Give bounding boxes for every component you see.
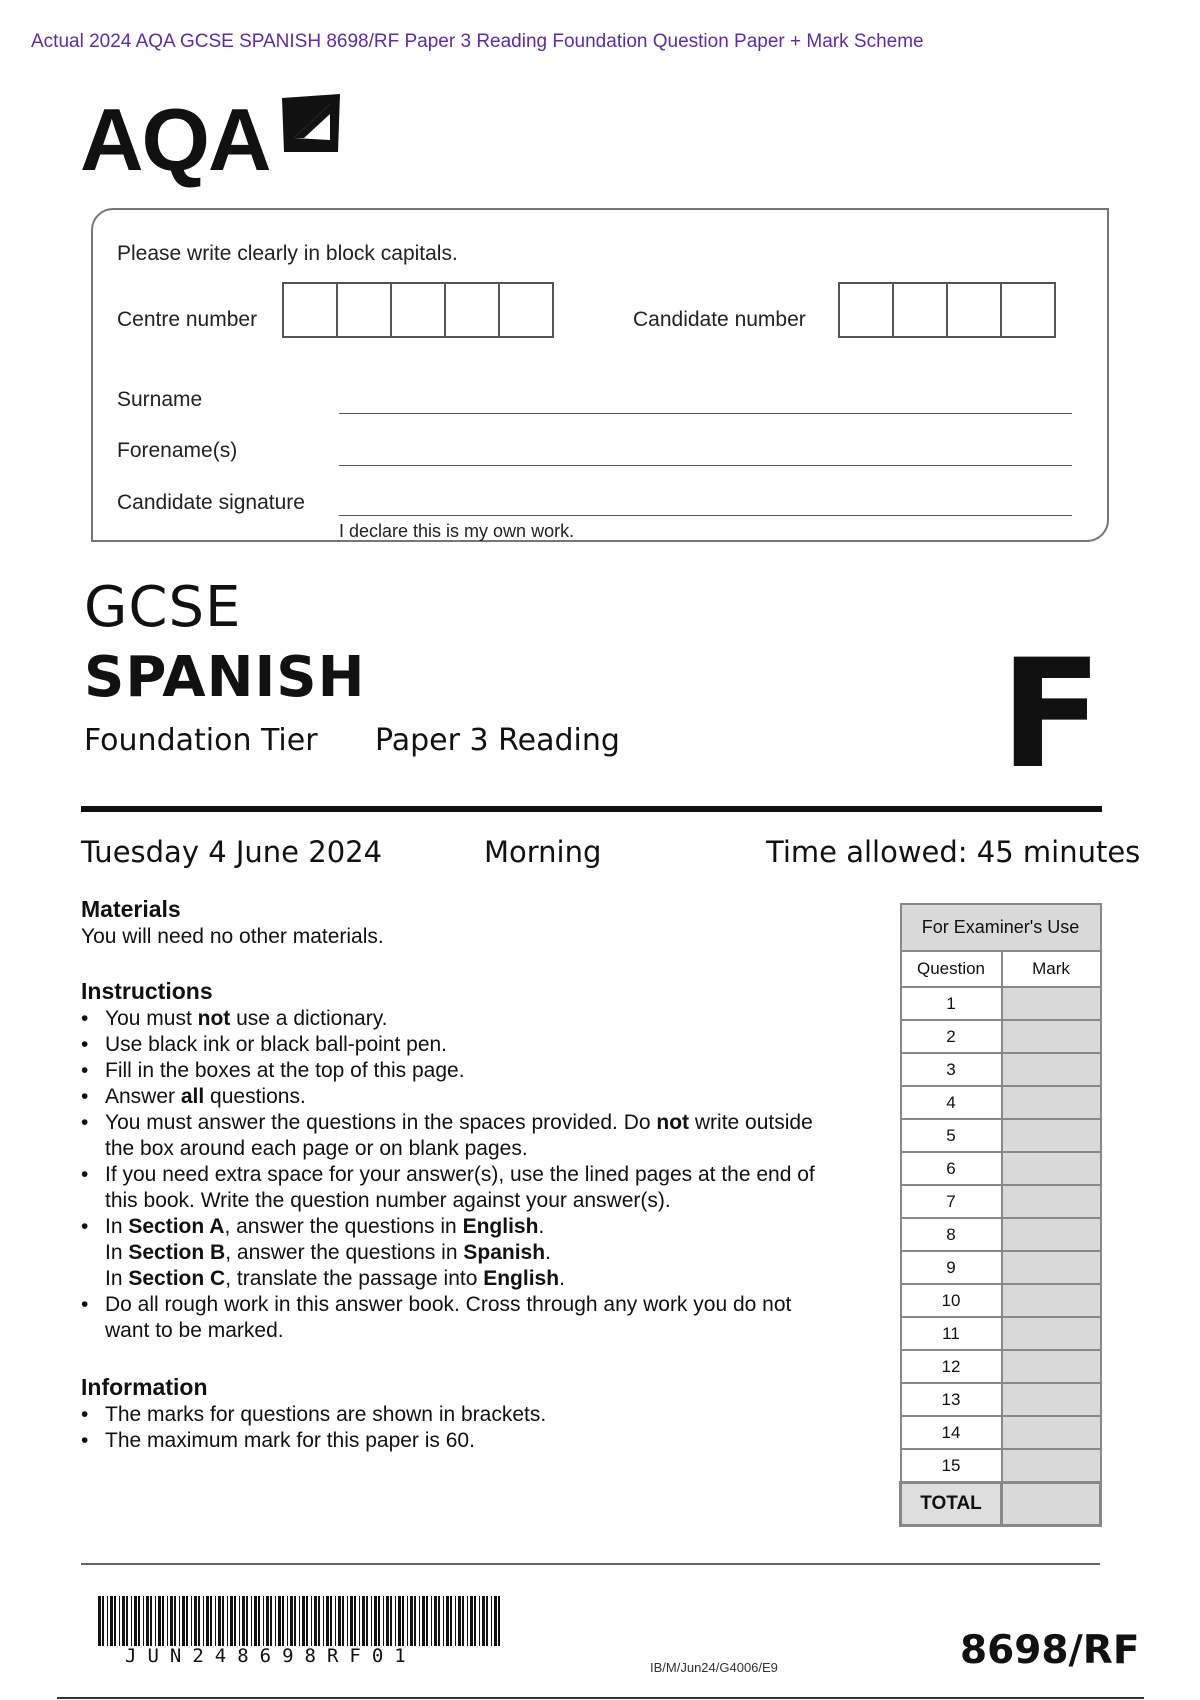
barcode-bar	[222, 1596, 224, 1646]
barcode-bar	[491, 1596, 492, 1646]
barcode-bar	[242, 1596, 245, 1646]
barcode-bar	[458, 1596, 461, 1646]
examiner-table-row	[901, 1383, 1101, 1416]
candidate-details-box	[91, 208, 1109, 542]
barcode-bar	[290, 1596, 293, 1646]
barcode-bar	[455, 1596, 456, 1646]
barcode-bar	[402, 1596, 404, 1646]
barcode-bar	[299, 1596, 300, 1646]
total-row	[901, 1483, 1101, 1526]
mark-cell[interactable]	[1002, 987, 1101, 1020]
barcode-bar	[395, 1596, 396, 1646]
barcode-bar	[150, 1596, 152, 1646]
barcode-bar	[143, 1596, 144, 1646]
barcode-bar	[374, 1596, 377, 1646]
instruction-text: Do all rough work in this answer book. Cross through any work you do not	[105, 1293, 792, 1316]
barcode-bar	[282, 1596, 284, 1646]
question-number: 2	[901, 1020, 1002, 1053]
barcode-text: JUN248698RF01	[125, 1645, 417, 1667]
barcode-bar	[335, 1596, 336, 1646]
instruction-text: Answer	[105, 1085, 181, 1108]
barcode-bar	[234, 1596, 236, 1646]
barcode-bar	[414, 1596, 416, 1646]
barcode-bar	[479, 1596, 480, 1646]
instruction-text: You must	[105, 1007, 198, 1030]
examiner-table-row	[901, 1053, 1101, 1086]
barcode-bar	[258, 1596, 260, 1646]
barcode-bar	[390, 1596, 392, 1646]
information-heading: Information	[81, 1374, 208, 1400]
examiner-table-row	[901, 1218, 1101, 1251]
examiner-table-row	[901, 1284, 1101, 1317]
paper-label: Paper 3 Reading	[375, 723, 620, 758]
barcode-bar	[263, 1596, 264, 1646]
barcode-bar	[278, 1596, 281, 1646]
question-number: 5	[901, 1119, 1002, 1152]
language-name: English	[483, 1267, 560, 1290]
barcode-bar	[110, 1596, 113, 1646]
centre-number-boxes[interactable]	[284, 282, 554, 338]
barcode-bar	[287, 1596, 288, 1646]
barcode-bar	[134, 1596, 137, 1646]
barcode-bar	[323, 1596, 324, 1646]
barcode-bar	[410, 1596, 413, 1646]
mark-column-header: Mark	[1002, 951, 1101, 987]
barcode-bar	[347, 1596, 348, 1646]
instruction-text: , translate the passage into	[225, 1267, 484, 1290]
barcode-bar	[270, 1596, 272, 1646]
question-number: 8	[901, 1218, 1002, 1251]
barcode-bar	[246, 1596, 248, 1646]
barcode-bar	[251, 1596, 252, 1646]
mark-cell[interactable]	[1002, 1020, 1101, 1053]
barcode-bar	[98, 1596, 101, 1646]
barcode-bar	[467, 1596, 468, 1646]
bullet-icon: •	[81, 1085, 89, 1108]
document-reference: IB/M/Jun24/G4006/E9	[650, 1660, 778, 1675]
instruction-text: Use black ink or black ball-point pen.	[105, 1033, 448, 1056]
mark-cell[interactable]	[1002, 1284, 1101, 1317]
mark-cell[interactable]	[1002, 1119, 1101, 1152]
barcode-bar	[318, 1596, 320, 1646]
barcode-bar	[350, 1596, 353, 1646]
exam-date: Tuesday 4 June 2024	[81, 835, 383, 869]
examiner-table-row	[901, 1416, 1101, 1449]
barcode-bar	[198, 1596, 200, 1646]
block-capitals-instruction: Please write clearly in block capitals.	[117, 242, 458, 265]
barcode-bar	[155, 1596, 156, 1646]
barcode-bar	[446, 1596, 449, 1646]
barcode-bar	[419, 1596, 420, 1646]
tier-letter: F	[1000, 628, 1103, 802]
mark-cell[interactable]	[1002, 1251, 1101, 1284]
footer-divider	[81, 1563, 1100, 1565]
instruction-text: , answer the questions in	[224, 1215, 463, 1238]
instruction-text: .	[545, 1241, 551, 1264]
document-title-link[interactable]: Actual 2024 AQA GCSE SPANISH 8698/RF Paper 3 Reading Foundation Question Paper + Mark Scheme	[31, 31, 924, 52]
divider	[81, 806, 1102, 812]
question-number: 6	[901, 1152, 1002, 1185]
barcode-bar	[206, 1596, 209, 1646]
candidate-number-boxes[interactable]	[840, 282, 1056, 338]
instruction-text: In	[105, 1241, 129, 1264]
question-number: 13	[901, 1383, 1002, 1416]
examiner-table-row	[901, 1086, 1101, 1119]
instruction-text: , answer the questions in	[225, 1241, 464, 1264]
barcode-bar	[494, 1596, 497, 1646]
instruction-text: Fill in the boxes at the top of this page.	[105, 1059, 465, 1082]
barcode-bar	[422, 1596, 425, 1646]
mark-cell[interactable]	[1002, 1383, 1101, 1416]
barcode-bar	[275, 1596, 276, 1646]
barcode-bar	[174, 1596, 176, 1646]
instruction-text: In	[105, 1267, 129, 1290]
examiner-table-row	[901, 1185, 1101, 1218]
aqa-logo-mark-icon	[280, 94, 342, 154]
barcode-bar	[314, 1596, 317, 1646]
question-number: 15	[901, 1449, 1002, 1483]
barcode-bar	[230, 1596, 233, 1646]
bottom-border	[57, 1697, 1144, 1699]
barcode-bar	[407, 1596, 408, 1646]
barcode-bar	[203, 1596, 204, 1646]
exam-session: Morning	[484, 835, 602, 869]
examiner-table-row	[901, 1119, 1101, 1152]
total-label: TOTAL	[901, 1483, 1002, 1526]
barcode-icon	[98, 1596, 508, 1646]
forename-label: Forename(s)	[117, 439, 238, 462]
instruction-emphasis: not	[656, 1111, 690, 1134]
barcode-bar	[378, 1596, 380, 1646]
barcode-bar	[186, 1596, 188, 1646]
mark-cell[interactable]	[1002, 1317, 1101, 1350]
instruction-text: You must answer the questions in the spaces provided. Do	[105, 1111, 657, 1134]
barcode-bar	[182, 1596, 185, 1646]
barcode-bar	[266, 1596, 269, 1646]
information-text: The marks for questions are shown in brackets.	[105, 1403, 547, 1426]
question-number: 7	[901, 1185, 1002, 1218]
barcode-bar	[311, 1596, 312, 1646]
barcode-bar	[122, 1596, 125, 1646]
barcode-bar	[354, 1596, 356, 1646]
qualification-level: GCSE	[84, 575, 242, 640]
examiner-table-body	[901, 987, 1101, 1526]
barcode-bar	[330, 1596, 332, 1646]
candidate-digit-box[interactable]	[1000, 282, 1056, 338]
question-number: 10	[901, 1284, 1002, 1317]
barcode-bar	[462, 1596, 464, 1646]
centre-number-label: Centre number	[117, 308, 258, 331]
question-number: 14	[901, 1416, 1002, 1449]
barcode-bar	[294, 1596, 296, 1646]
candidate-digit-box[interactable]	[838, 282, 894, 338]
barcode-bar	[179, 1596, 180, 1646]
barcode-bar	[107, 1596, 108, 1646]
instruction-text: .	[559, 1267, 565, 1290]
barcode-bar	[218, 1596, 221, 1646]
barcode-bar	[342, 1596, 344, 1646]
bullet-icon: •	[81, 1111, 89, 1134]
surname-label: Surname	[117, 388, 203, 411]
barcode-bar	[426, 1596, 428, 1646]
question-number: 9	[901, 1251, 1002, 1284]
barcode-bar	[359, 1596, 360, 1646]
barcode-bar	[102, 1596, 104, 1646]
bullet-icon: •	[81, 1215, 89, 1238]
mark-cell[interactable]	[1002, 1086, 1101, 1119]
total-mark-cell[interactable]	[1002, 1483, 1101, 1526]
examiner-table-row	[901, 1020, 1101, 1053]
instruction-text: the box around each page or on blank pages.	[105, 1137, 528, 1160]
barcode-bar	[302, 1596, 305, 1646]
language-name: English	[462, 1215, 539, 1238]
barcode-bar	[138, 1596, 140, 1646]
mark-cell[interactable]	[1002, 1152, 1101, 1185]
barcode-bar	[474, 1596, 476, 1646]
candidate-digit-box[interactable]	[892, 282, 948, 338]
examiner-use-table	[899, 903, 1102, 1527]
barcode-bar	[362, 1596, 365, 1646]
aqa-logo	[80, 90, 350, 189]
question-number: 4	[901, 1086, 1002, 1119]
mark-cell[interactable]	[1002, 1185, 1101, 1218]
instruction-text: want to be marked.	[105, 1319, 284, 1342]
mark-cell[interactable]	[1002, 1416, 1101, 1449]
question-number: 12	[901, 1350, 1002, 1383]
barcode-bar	[167, 1596, 168, 1646]
barcode-bar	[158, 1596, 161, 1646]
declaration-text: I declare this is my own work.	[339, 521, 575, 541]
barcode-bar	[386, 1596, 389, 1646]
centre-digit-box[interactable]	[282, 282, 338, 338]
examiner-table-row	[901, 1152, 1101, 1185]
barcode-bar	[239, 1596, 240, 1646]
examiner-table-row	[901, 1449, 1101, 1483]
tier-label: Foundation Tier	[84, 723, 318, 758]
barcode-bar	[254, 1596, 257, 1646]
language-name: Spanish	[463, 1241, 546, 1264]
barcode-bar	[482, 1596, 485, 1646]
aqa-logo-text: AQA	[80, 90, 270, 189]
bullet-icon: •	[81, 1007, 89, 1030]
instruction-emphasis: all	[180, 1085, 205, 1108]
barcode-bar	[227, 1596, 228, 1646]
bullet-icon: •	[81, 1163, 89, 1186]
materials-text: You will need no other materials.	[81, 925, 384, 948]
barcode-bar	[438, 1596, 440, 1646]
mark-cell[interactable]	[1002, 1053, 1101, 1086]
barcode-bar	[210, 1596, 212, 1646]
barcode-bar	[450, 1596, 452, 1646]
barcode-bar	[119, 1596, 120, 1646]
centre-digit-box[interactable]	[336, 282, 392, 338]
examiner-table-row	[901, 1317, 1101, 1350]
section-name: Section B	[128, 1241, 226, 1264]
instruction-text: In	[105, 1215, 129, 1238]
time-allowed: Time allowed: 45 minutes	[766, 835, 1141, 869]
instruction-emphasis: not	[197, 1007, 231, 1030]
barcode-bar	[191, 1596, 192, 1646]
barcode-bar	[366, 1596, 368, 1646]
barcode-bar	[371, 1596, 372, 1646]
mark-cell[interactable]	[1002, 1218, 1101, 1251]
question-column-header: Question	[901, 951, 1002, 987]
barcode-bar	[443, 1596, 444, 1646]
mark-cell[interactable]	[1002, 1449, 1101, 1483]
bullet-icon: •	[81, 1033, 89, 1056]
question-number: 11	[901, 1317, 1002, 1350]
barcode-bar	[486, 1596, 488, 1646]
bullet-icon: •	[81, 1059, 89, 1082]
barcode-bar	[162, 1596, 164, 1646]
instruction-text: questions.	[204, 1085, 306, 1108]
barcode-bar	[306, 1596, 308, 1646]
instruction-text: write outside	[689, 1111, 813, 1134]
bullet-icon: •	[81, 1403, 89, 1426]
barcode-bar	[326, 1596, 329, 1646]
instruction-text: If you need extra space for your answer(s), use the lined pages at the end of	[105, 1163, 815, 1186]
barcode-bar	[170, 1596, 173, 1646]
question-number: 3	[901, 1053, 1002, 1086]
centre-digit-box[interactable]	[390, 282, 446, 338]
instruction-text: .	[538, 1215, 545, 1238]
barcode-bar	[194, 1596, 197, 1646]
instruction-text: use a dictionary.	[230, 1007, 388, 1030]
barcode-bar	[146, 1596, 149, 1646]
barcode-bar	[498, 1596, 500, 1646]
surname-line[interactable]	[339, 413, 1072, 414]
question-number: 1	[901, 987, 1002, 1020]
information-text: The maximum mark for this paper is 60.	[105, 1429, 475, 1452]
mark-cell[interactable]	[1002, 1350, 1101, 1383]
barcode-bar	[470, 1596, 473, 1646]
bullet-icon: •	[81, 1429, 89, 1452]
signature-line[interactable]	[339, 515, 1072, 516]
barcode-bar	[431, 1596, 432, 1646]
barcode-bar	[338, 1596, 341, 1646]
examiner-table-row	[901, 1350, 1101, 1383]
barcode-bar	[434, 1596, 437, 1646]
barcode-bar	[131, 1596, 132, 1646]
section-name: Section A	[128, 1215, 225, 1238]
bullet-icon: •	[81, 1293, 89, 1316]
centre-digit-box[interactable]	[498, 282, 554, 338]
barcode-bar	[383, 1596, 384, 1646]
section-name: Section C	[128, 1267, 226, 1290]
candidate-number-label: Candidate number	[633, 308, 806, 331]
barcode-bar	[126, 1596, 128, 1646]
signature-label: Candidate signature	[117, 491, 305, 514]
instruction-text: this book. Write the question number against your answer(s).	[105, 1189, 671, 1212]
candidate-digit-box[interactable]	[946, 282, 1002, 338]
examiner-table-row	[901, 987, 1101, 1020]
centre-digit-box[interactable]	[444, 282, 500, 338]
examiner-table-title: For Examiner's Use	[901, 904, 1101, 951]
instructions-heading: Instructions	[81, 978, 213, 1004]
subject-title: SPANISH	[84, 645, 366, 710]
barcode-bar	[398, 1596, 401, 1646]
materials-heading: Materials	[81, 896, 181, 922]
forename-line[interactable]	[339, 465, 1072, 466]
barcode-bar	[114, 1596, 116, 1646]
paper-code: 8698/RF	[960, 1628, 1140, 1673]
examiner-table-row	[901, 1251, 1101, 1284]
barcode-bar	[215, 1596, 216, 1646]
